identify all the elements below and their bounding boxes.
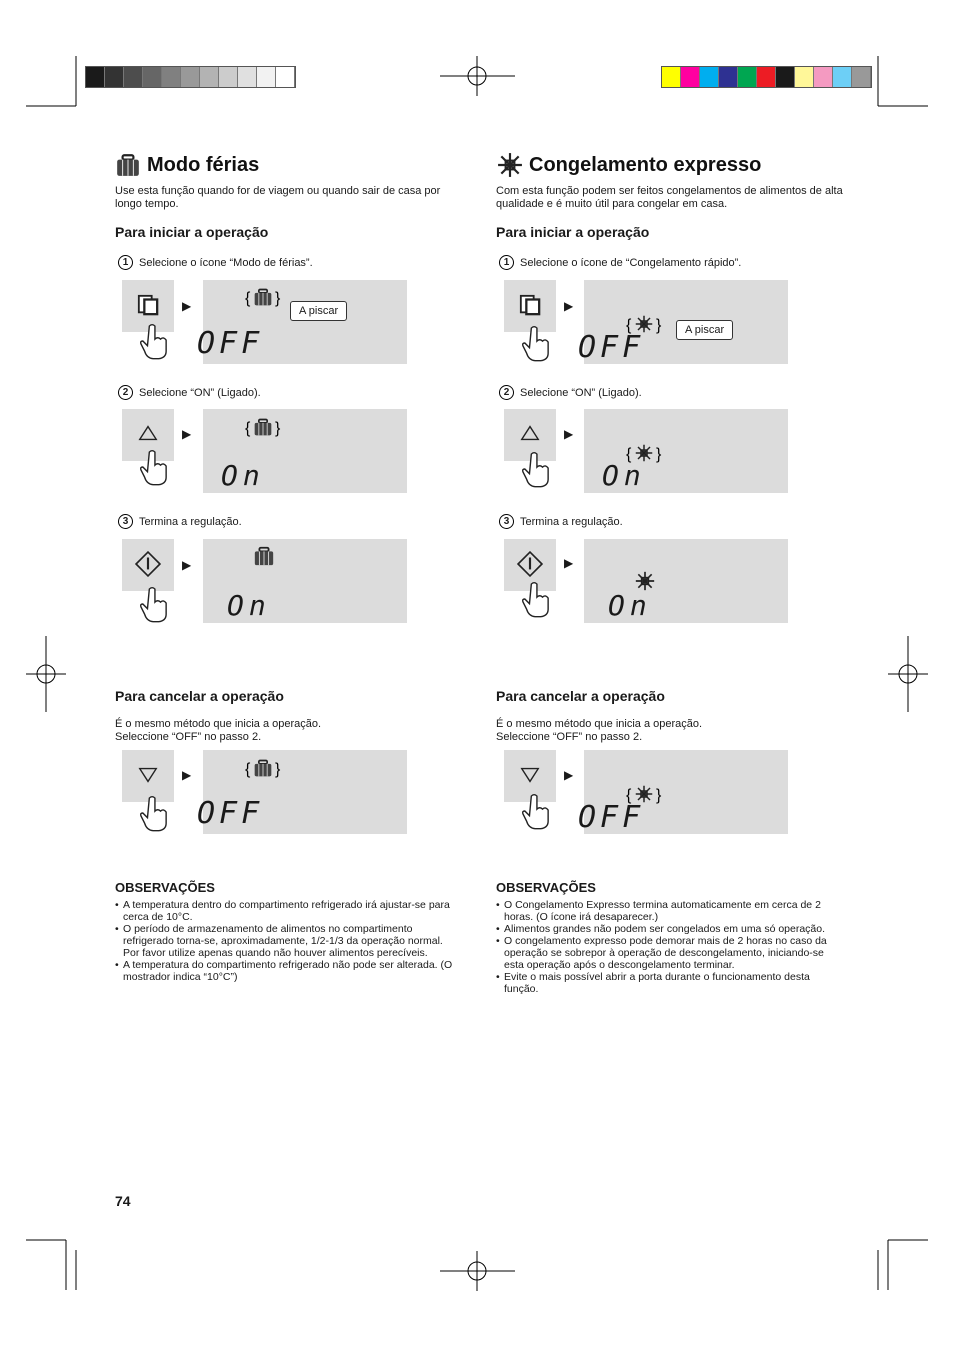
display-off: OFF — [197, 796, 264, 831]
color-swatch — [276, 67, 295, 87]
display-panel — [203, 539, 407, 623]
start-heading-right: Para iniciar a operação — [496, 224, 650, 240]
notes-list-right — [496, 899, 841, 995]
hand-pointer-icon — [140, 585, 168, 623]
arrow-icon: ▶ — [564, 427, 574, 441]
step-2-right: 2 Selecione “ON” (Ligado). — [499, 385, 642, 400]
snowflake-icon — [635, 571, 655, 591]
vacation-intro: Use esta função quando for de viagem ou quando sair de casa por longo tempo. — [115, 185, 441, 210]
cancel-text-left: É o mesmo método que inicia a operação. Seleccione “OFF” no passo 2. — [115, 718, 322, 743]
display-off: OFF — [197, 326, 264, 361]
suitcase-blink-icon — [245, 415, 283, 439]
cancel-heading-left: Para cancelar a operação — [115, 688, 284, 704]
start-heading-left: Para iniciar a operação — [115, 224, 269, 240]
blinking-callout: A piscar — [290, 301, 347, 321]
vacation-mode-title: Modo férias — [115, 152, 259, 178]
note-item: • A temperatura dentro do compartimento refrigerado irá ajustar-se para cerca de 10°C. — [115, 899, 460, 923]
color-swatch — [795, 67, 814, 87]
display-panel — [584, 539, 788, 623]
color-swatch — [738, 67, 757, 87]
color-swatch — [162, 67, 181, 87]
notes-list-left — [115, 899, 460, 983]
suitcase-icon — [115, 152, 141, 178]
cancel-text-right: É o mesmo método que inicia a operação. Seleccione “OFF” no passo 2. — [496, 718, 703, 743]
display-on: On — [221, 459, 265, 492]
svg-text:{: { — [245, 420, 251, 437]
color-swatch — [700, 67, 719, 87]
diamond-icon — [517, 551, 543, 577]
color-swatch — [181, 67, 200, 87]
color-swatch — [200, 67, 219, 87]
color-swatch — [124, 67, 143, 87]
color-bar — [661, 66, 872, 88]
svg-text:{: { — [626, 446, 632, 463]
step-1-left: 1 Selecione o ícone “Modo de férias”. — [118, 255, 313, 270]
snowflake-icon — [497, 152, 523, 178]
down-arrow-icon — [137, 764, 159, 786]
step-3-right: 3 Termina a regulação. — [499, 514, 623, 529]
svg-text:{: { — [626, 787, 632, 804]
select-icon — [137, 294, 159, 316]
suitcase-icon — [253, 545, 275, 567]
display-panel — [197, 750, 407, 834]
svg-text:}: } — [275, 290, 281, 307]
hand-pointer-icon — [522, 324, 550, 362]
color-swatch — [86, 67, 105, 87]
page-number: 74 — [115, 1193, 131, 1209]
display-panel — [584, 409, 788, 493]
note-item: • Evite o mais possível abrir a porta durante o funcionamento desta função. — [496, 971, 841, 995]
note-item: • O Congelamento Expresso termina automaticamente em cerca de 2 horas. (O ícone irá desaparecer.) — [496, 899, 841, 923]
svg-text:}: } — [275, 420, 281, 437]
color-swatch — [852, 67, 871, 87]
color-swatch — [662, 67, 681, 87]
gray-color-bar — [85, 66, 296, 88]
diamond-icon — [135, 551, 161, 577]
note-item: • A temperatura do compartimento refrigerado não pode ser alterada. (O mostrador indica “10°C”) — [115, 959, 460, 983]
confirm-button[interactable] — [122, 539, 174, 591]
suitcase-blink-icon — [245, 756, 283, 780]
up-arrow-icon — [519, 422, 541, 444]
svg-text:}: } — [656, 787, 662, 804]
color-swatch — [143, 67, 162, 87]
arrow-icon: ▶ — [182, 768, 192, 782]
color-swatch — [719, 67, 738, 87]
hand-pointer-icon — [522, 580, 550, 618]
up-arrow-icon — [137, 422, 159, 444]
hand-pointer-icon — [140, 448, 168, 486]
color-swatch — [681, 67, 700, 87]
color-swatch — [833, 67, 852, 87]
color-swatch — [219, 67, 238, 87]
select-icon — [519, 294, 541, 316]
step-3-left: 3 Termina a regulação. — [118, 514, 242, 529]
blinking-callout: A piscar — [676, 320, 733, 340]
hand-pointer-icon — [522, 450, 550, 488]
arrow-icon: ▶ — [564, 556, 574, 570]
display-panel — [578, 750, 788, 835]
color-swatch — [757, 67, 776, 87]
color-swatch — [814, 67, 833, 87]
arrow-icon: ▶ — [564, 768, 574, 782]
svg-text:{: { — [245, 761, 251, 778]
note-item: • Alimentos grandes não podem ser congelados em uma só operação. — [496, 923, 841, 935]
display-on: On — [608, 589, 652, 622]
arrow-icon: ▶ — [182, 299, 192, 313]
cancel-heading-right: Para cancelar a operação — [496, 688, 665, 704]
note-item: • O congelamento expresso pode demorar mais de 2 horas no caso da operação se sobrepor à operação de descongelamento, iniciando-se esta operação após o descongelamento terminar. — [496, 935, 841, 971]
note-item: • O período de armazenamento de alimentos no compartimento refrigerado torna-se, aproximadamente, 1/2-1/3 da operação normal. Por favor utilize apenas quando não houver alimentos perecíveis. — [115, 923, 460, 959]
svg-text:}: } — [656, 317, 662, 334]
arrow-icon: ▶ — [182, 558, 192, 572]
display-panel — [203, 409, 407, 493]
display-off: OFF — [578, 330, 645, 365]
display-on: On — [602, 459, 646, 492]
display-on: On — [227, 589, 271, 622]
display-off: OFF — [578, 800, 645, 835]
hand-pointer-icon — [140, 794, 168, 832]
suitcase-blink-icon — [245, 285, 283, 309]
notes-title-right: OBSERVAÇÕES — [496, 880, 596, 895]
arrow-icon: ▶ — [564, 299, 574, 313]
notes-title-left: OBSERVAÇÕES — [115, 880, 215, 895]
color-swatch — [257, 67, 276, 87]
step-1-right: 1 Selecione o ícone de “Congelamento rápido”. — [499, 255, 741, 270]
svg-text:}: } — [275, 761, 281, 778]
svg-text:{: { — [626, 317, 632, 334]
express-intro: Com esta função podem ser feitos congelamentos de alimentos de alta qualidade e é muito útil para congelar em casa. — [496, 185, 843, 210]
express-freeze-title: Congelamento expresso — [497, 152, 761, 178]
hand-pointer-icon — [522, 792, 550, 830]
display-panel — [197, 280, 407, 364]
svg-text:}: } — [656, 446, 662, 463]
arrow-icon: ▶ — [182, 427, 192, 441]
color-swatch — [238, 67, 257, 87]
hand-pointer-icon — [140, 322, 168, 360]
step-2-left: 2 Selecione “ON” (Ligado). — [118, 385, 261, 400]
color-swatch — [776, 67, 795, 87]
down-arrow-icon — [519, 764, 541, 786]
svg-text:{: { — [245, 290, 251, 307]
color-swatch — [105, 67, 124, 87]
